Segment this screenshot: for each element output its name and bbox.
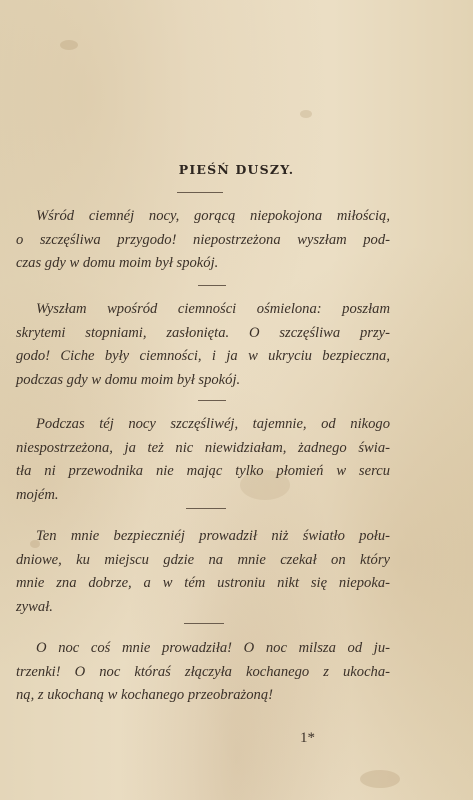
stanza-divider	[198, 285, 226, 286]
stanza-line: tła ni przewodnika nie mając tylko płomień w sercu	[16, 463, 390, 479]
stanza-line: Ten mnie bezpieczniéj prowadził niż światło połu-	[36, 528, 390, 544]
foxing-stain	[60, 40, 78, 50]
stanza-line: mojém.	[16, 486, 59, 503]
stanza-line: zywał.	[16, 598, 53, 615]
stanza-line: niespostrzeżona, ja też nic niewidziałam, żadnego świa-	[16, 439, 390, 456]
stanza-line: czas gdy w domu moim był spokój.	[16, 255, 219, 271]
stanza-divider	[186, 508, 226, 509]
stanza-line: mnie zna dobrze, a w tém ustroniu nikt się niepoka-	[16, 575, 390, 591]
stanza-line: godo! Ciche były ciemności, i ja w ukryciu bezpieczna,	[16, 348, 390, 364]
stanza-3	[16, 413, 390, 507]
stanza-line: trzenki! O noc któraś złączyła kochanego z ukocha-	[16, 663, 390, 680]
stanza-line: Wśród ciemnéj nocy, gorącą niepokojona miłością,	[36, 208, 390, 224]
stanza-line: O noc coś mnie prowadziła! O noc milsza od ju-	[36, 640, 390, 656]
stanza-divider	[184, 623, 224, 624]
stanza-divider	[198, 400, 226, 401]
stanza-2	[16, 298, 390, 392]
stanza-4	[16, 525, 390, 619]
stanza-line: dniowe, ku miejscu gdzie na mnie czekał on który	[16, 551, 390, 568]
stanza-1	[16, 205, 390, 276]
stanza-line: skrytemi stopniami, zasłonięta. O szczęśliwa przy-	[16, 324, 390, 341]
stanza-line: Wyszłam wpośród ciemności ośmielona: poszłam	[36, 301, 390, 317]
page-title: PIEŚŃ DUSZY.	[178, 162, 295, 177]
stanza-line: Podczas téj nocy szczęśliwéj, tajemnie, od nikogo	[36, 416, 390, 432]
title-rule	[177, 192, 223, 193]
stanza-line: podczas gdy w domu moim był spokój.	[16, 371, 241, 388]
signature-mark: 1*	[300, 730, 315, 746]
foxing-stain	[360, 770, 400, 788]
stanza-5	[16, 637, 390, 708]
stanza-line: ną, z ukochaną w kochanego przeobrażoną!	[16, 687, 273, 703]
stanza-line: o szczęśliwa przygodo! niepostrzeżona wyszłam pod-	[16, 231, 390, 248]
foxing-stain	[300, 110, 312, 118]
